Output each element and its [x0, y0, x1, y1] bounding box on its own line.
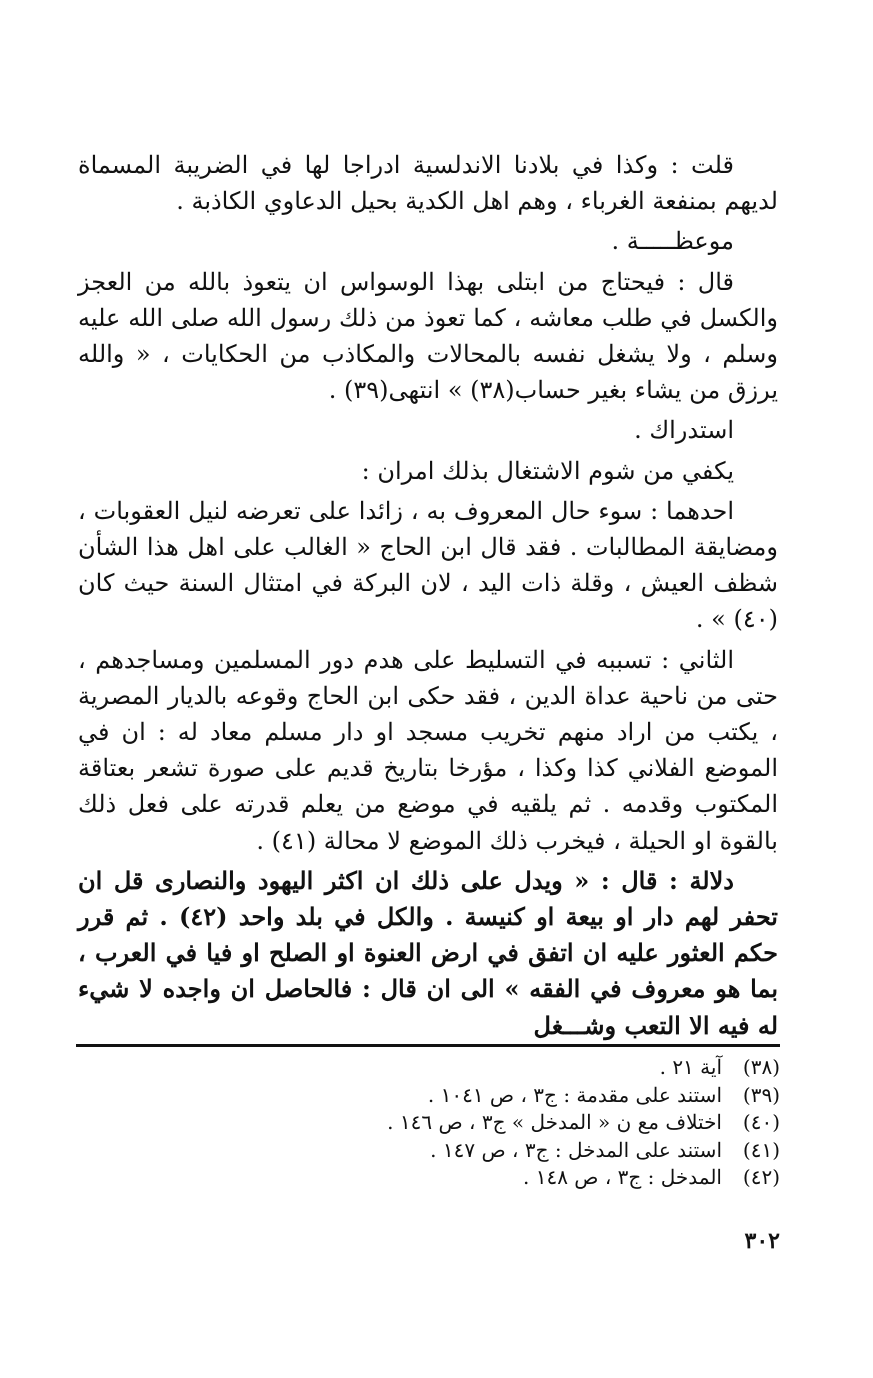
footnote-divider	[76, 1044, 780, 1047]
footnote-number: (٣٨)	[742, 1055, 780, 1079]
paragraph-yakfi: يكفي من شوم الاشتغال بذلك امران :	[361, 456, 734, 485]
footnote-text: آية ٢١ .	[659, 1055, 722, 1079]
footnote-number: (٤٠)	[742, 1110, 780, 1134]
footnote-text: المدخل : ج٣ ، ص ١٤٨ .	[522, 1165, 722, 1189]
paragraph-althani: الثاني : تسببه في التسليط على هدم دور المسلمين ومساجدهم ، حتى من ناحية عداة الدين ، فقد حكى ابن الحاج وقوعه بالديار المصرية ، يكتب من اراد منهم تخريب مسجد او دار مسلم معاد له : ان في الموضع الفلاني كذا وكذا ، مؤرخا بتاريخ قديم على صورة تشعر بعتاقة المكتوب وقدمه . ثم يلقيه في موضع من يعلم قدرته على فعل ذلك بالقوة او الحيلة ، فيخرب ذلك الموضع لا محالة (٤١) .	[78, 645, 778, 855]
footnote-text: استند على المدخل : ج٣ ، ص ١٤٧ .	[430, 1137, 722, 1162]
footnote-number: (٤٢)	[742, 1165, 780, 1189]
footnote-item	[200, 1054, 780, 1082]
heading-istidrak: استدراك .	[634, 416, 734, 445]
footnote-item	[200, 1109, 780, 1137]
paragraph-qala: قال : فيحتاج من ابتلى بهذا الوسواس ان يتعوذ بالله من العجز والكسل في طلب معاشه ، كما تعوذ من ذلك رسول الله صلى الله عليه وسلم ، ولا يشغل نفسه بالمحالات والمكاذب من الحكايات ، « والله يرزق من يشاء بغير حساب(٣٨) » انتهى(٣٩) .	[78, 267, 778, 405]
footnote-number: (٤١)	[742, 1137, 780, 1162]
footnote-text: اختلاف مع ن « المدخل » ج٣ ، ص ١٤٦ .	[387, 1110, 722, 1134]
footnote-item	[200, 1082, 780, 1110]
footnote-item	[200, 1164, 780, 1192]
paragraph-qult: قلت : وكذا في بلادنا الاندلسية ادراجا لها في الضريبة المسماة لديهم بمنفعة الغرباء ، وهم اهل الكدية بحيل الدعاوي الكاذبة .	[78, 151, 778, 216]
footnotes	[200, 1054, 780, 1192]
page-number: ٣٠٢	[744, 1228, 780, 1254]
footnote-text: استند على مقدمة : ج٣ ، ص ١٠٤١ .	[427, 1082, 722, 1107]
main-text-block	[78, 147, 778, 1048]
footnote-number: (٣٩)	[742, 1082, 780, 1107]
paragraph-dalala: دلالة : قال : « ويدل على ذلك ان اكثر اليهود والنصارى قل ان تحفر لهم دار او بيعة او كنيسة . والكل في بلد واحد (٤٢) . ثم قرر حكم العثور عليه ان اتفق في ارض العنوة او الصلح او فيا في العرب ، بما هو معروف في الفقه » الى ان قال : فالحاصل ان واجده لا شيء له فيه الا التعب وشـــغل	[78, 865, 778, 1040]
heading-mawiza: موعظـــــة .	[611, 227, 734, 256]
paragraph-ahaduhuma: احدهما : سوء حال المعروف به ، زائدا على تعرضه لنيل العقوبات ، ومضايقة المطالبات . فقد قال ابن الحاج « الغالب على اهل هذا الشأن شظف العيش ، وقلة ذات اليد ، لان البركة في امتثال السنة حيث كان (٤٠) » .	[78, 496, 778, 634]
footnote-item	[200, 1137, 780, 1165]
